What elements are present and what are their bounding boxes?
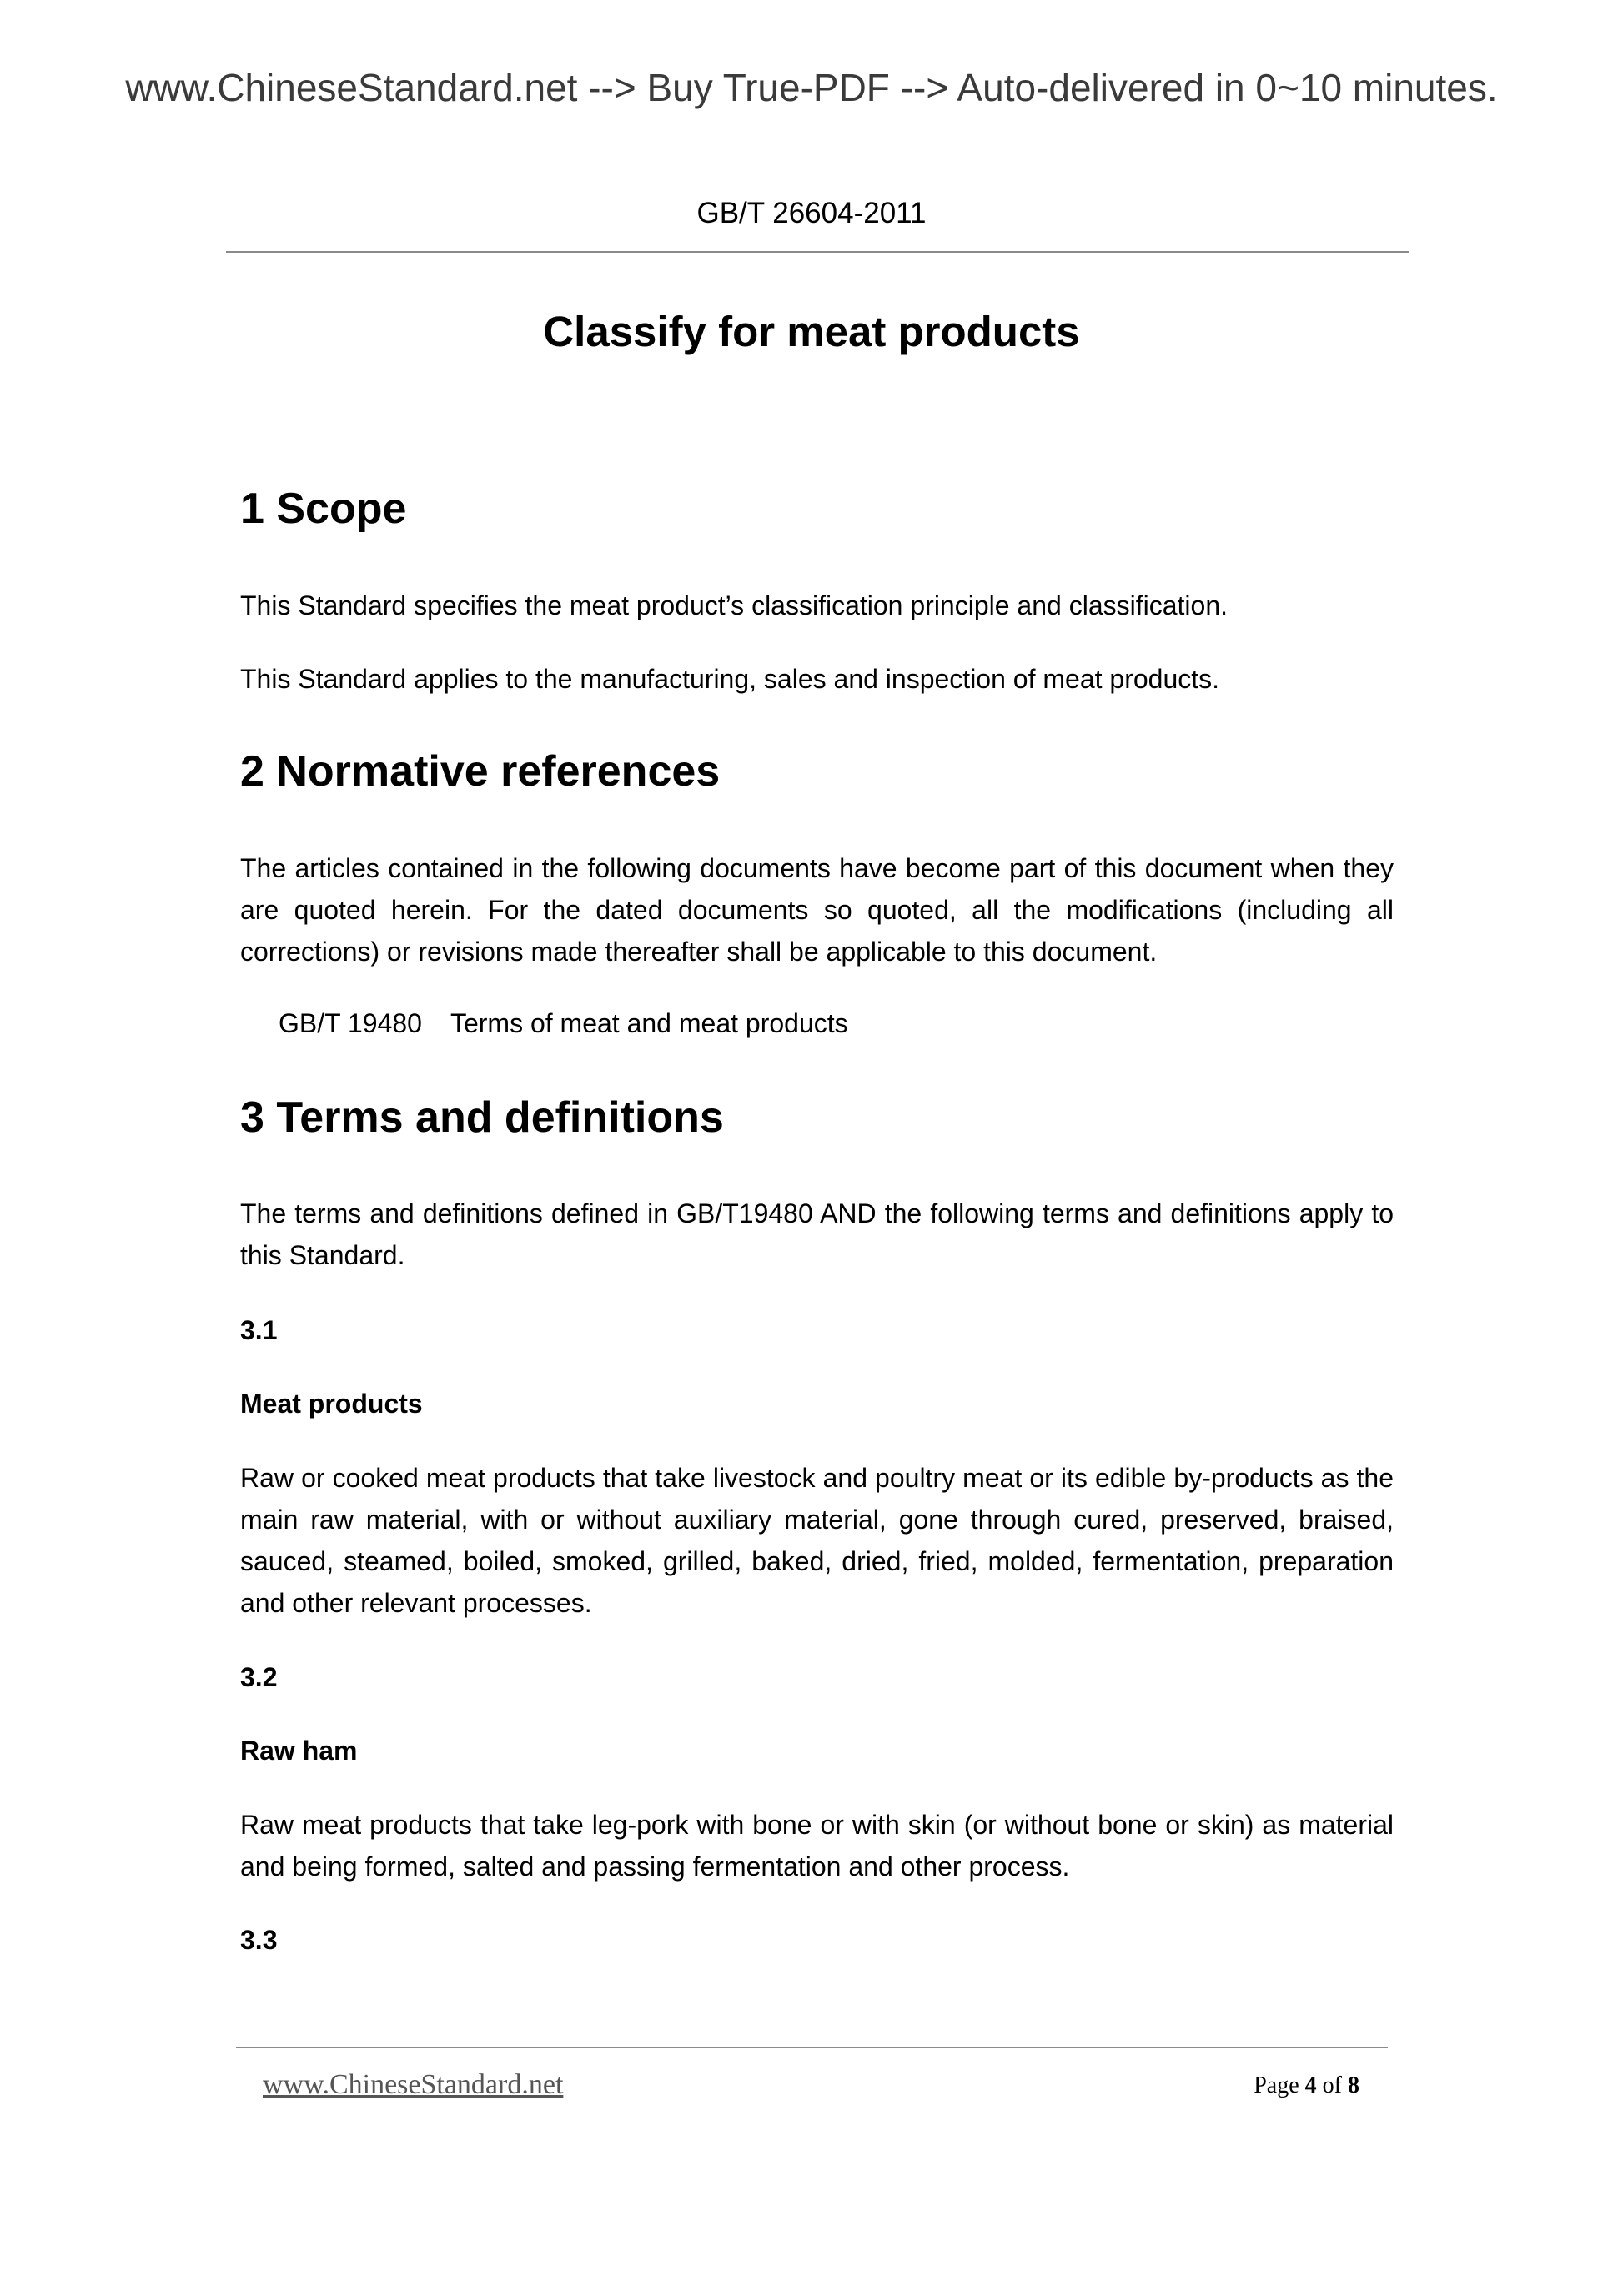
page-title: Classify for meat products [543,308,1080,355]
page-of-label: of [1322,2072,1342,2098]
reference-code: GB/T 19480 [279,1008,422,1038]
header-divider [226,251,1409,253]
term-number: 3.2 [240,1662,278,1692]
page-total: 8 [1348,2072,1359,2098]
term-definition: Raw or cooked meat products that take livestock and poultry meat or its edible by-products as the main raw material, with or without auxiliary material, gone through cured, preserved, braised, sauced, steamed, boiled, smoked, grilled, baked, dried, fried, molded, fermentation, preparation and other relevant processes. [240,1463,1394,1618]
scope-paragraph-1: This Standard specifies the meat product’s classification principle and classification. [240,590,1228,620]
footer-link[interactable]: www.ChineseStandard.net [263,2069,564,2100]
footer-divider [236,2047,1388,2048]
scope-paragraph-2: This Standard applies to the manufacturing, sales and inspection of meat products. [240,664,1220,694]
heading-terms-definitions: 3 Terms and definitions [240,1093,724,1142]
reference-item [279,1008,877,1039]
footer-link-container [263,2069,563,2101]
reference-title: Terms of meat and meat products [450,1008,848,1038]
document-number: GB/T 26604-2011 [696,197,927,229]
term-name: Meat products [240,1389,423,1419]
normative-paragraph: The articles contained in the following documents have become part of this document when they are quoted herein. For the dated documents so quoted, all the modifications (including all corrections) or revisions made thereafter shall be applicable to this document. [240,853,1394,967]
heading-normative-references: 2 Normative references [240,747,721,796]
page-number: 4 [1304,2072,1317,2098]
term-definition: Raw meat products that take leg-pork with bone or with skin (or without bone or skin) as material and being formed, salted and passing fermentation and other process. [240,1810,1394,1882]
term-number: 3.3 [240,1925,278,1955]
banner-text: www.ChineseStandard.net --> Buy True-PDF --> Auto-delivered in 0~10 minutes. [125,66,1498,109]
term-number: 3.1 [240,1315,278,1345]
page-label: Page [1254,2072,1299,2098]
heading-scope: 1 Scope [240,485,407,533]
terms-paragraph: The terms and definitions defined in GB/T19480 AND the following terms and definitions apply to this Standard. [240,1198,1394,1270]
page-indicator [1254,2072,1359,2099]
term-name: Raw ham [240,1736,358,1766]
